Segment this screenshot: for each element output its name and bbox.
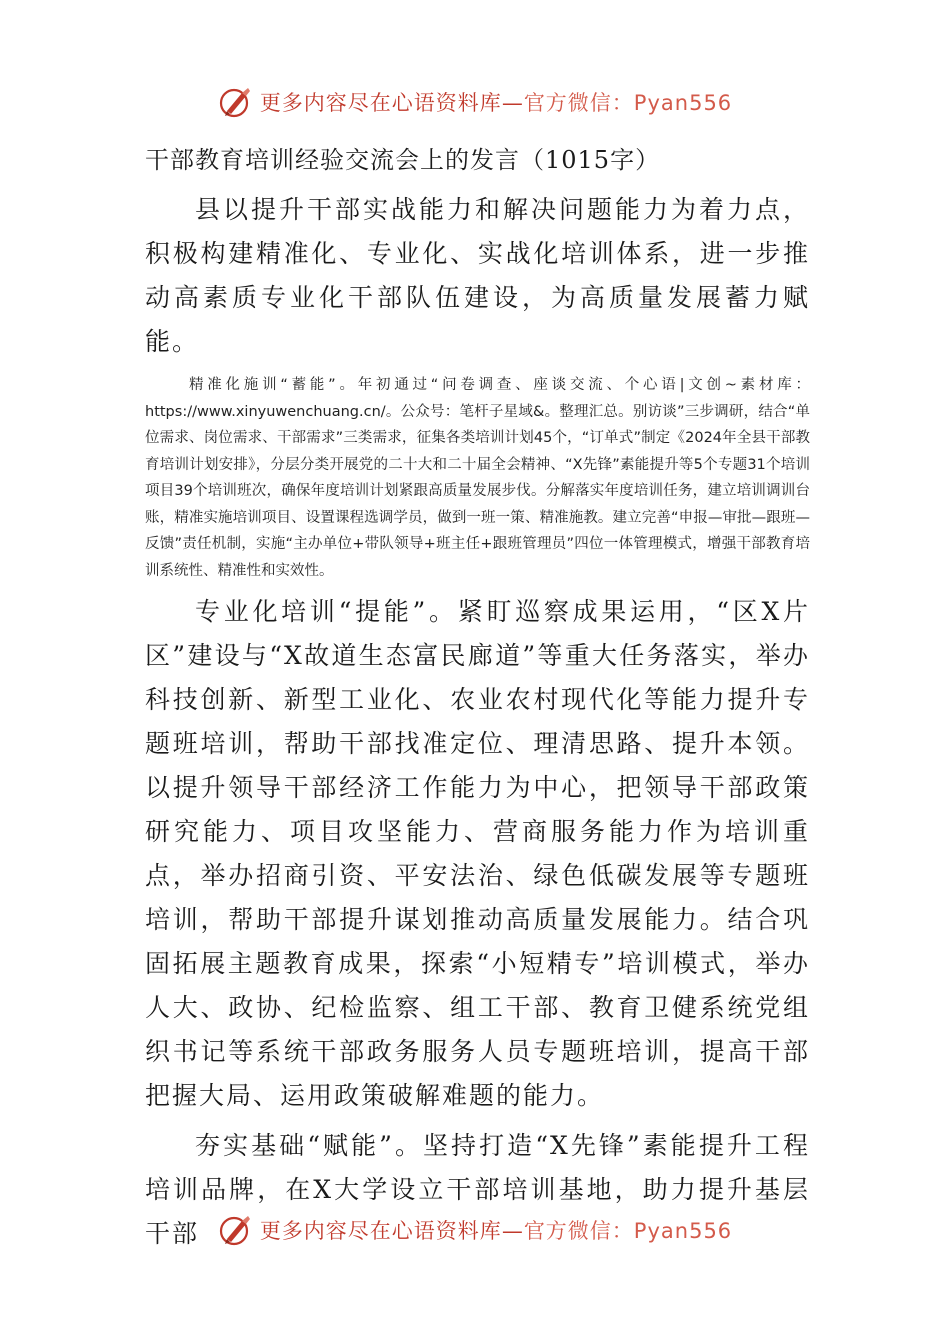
foundation-paragraph: 夯实基础“赋能”。坚持打造“X先锋”素能提升工程培训品牌，在X大学设立干部培训基地，助力提升基层干部: [145, 1131, 810, 1248]
precision-training-paragraph: 精准化施训“蓄能”。年初通过“问卷调查、座谈交流、个心语|文创~素材库：https://www.xinyuwenchuang.cn/。公众号：笔杆子星域&。整理汇总。别访谈”三步调研，结合“单位需求、岗位需求、干部需求”三类需求，征集各类培训计划45个，“订单式”制定《2024年全县干部教育培训计划安排》，分层分类开展党的二十大和二十届全会精神、“X先锋”素能提升等5个专题31个培训项目39个培训班次，确保年度培训计划紧跟高质量发展步伐。分解落实年度培训任务，建立培训调训台账，精准实施培训项目、设置课程选调学员，做到一班一策、精准施教。建立完善“申报—审批—跟班—反馈”责任机制，实施“主办单位+带队领导+班主任+跟班管理员”四位一体管理模式，增强干部教育培训系统性、精准性和实效性。: [145, 377, 810, 579]
intro-paragraph: 县以提升干部实战能力和解决问题能力为着力点，积极构建精准化、专业化、实战化培训体系，进一步推动高素质专业化干部队伍建设，为高质量发展蓄力赋能。: [145, 195, 810, 356]
footer-wechat: 官方微信：Pyan556: [523, 1219, 733, 1243]
header-banner: [0, 80, 950, 124]
document-title: 干部教育培训经验交流会上的发言（1015字）: [145, 146, 661, 174]
pen-logo-icon: [218, 1212, 254, 1248]
professional-training-paragraph: 专业化培训“提能”。紧盯巡察成果运用，“区X片区”建设与“X故道生态富民廊道”等重大任务落实，举办科技创新、新型工业化、农业农村现代化等能力提升专题班培训，帮助干部找准定位、理清思路、提升本领。以提升领导干部经济工作能力为中心，把领导干部政策研究能力、项目攻坚能力、营商服务能力作为培训重点，举办招商引资、平安法治、绿色低碳发展等专题班培训，帮助干部提升谋划推动高质量发展能力。结合巩固拓展主题教育成果，探索“小短精专”培训模式，举办人大、政协、纪检监察、组工干部、教育卫健系统党组织书记等系统干部政务服务人员专题班培训，提高干部把握大局、运用政策破解难题的能力。: [145, 597, 810, 1110]
document-body: [145, 140, 810, 1256]
header-brand: 更多内容尽在心语资料库: [259, 91, 502, 115]
header-wechat: 官方微信：Pyan556: [523, 91, 733, 115]
header-separator: —: [501, 91, 524, 115]
footer-separator: —: [501, 1219, 524, 1243]
footer-banner: [0, 1208, 950, 1252]
pen-logo-icon: [218, 84, 254, 120]
header-banner-text: [260, 87, 732, 117]
footer-banner-text: [260, 1215, 732, 1245]
footer-brand: 更多内容尽在心语资料库: [259, 1219, 502, 1243]
